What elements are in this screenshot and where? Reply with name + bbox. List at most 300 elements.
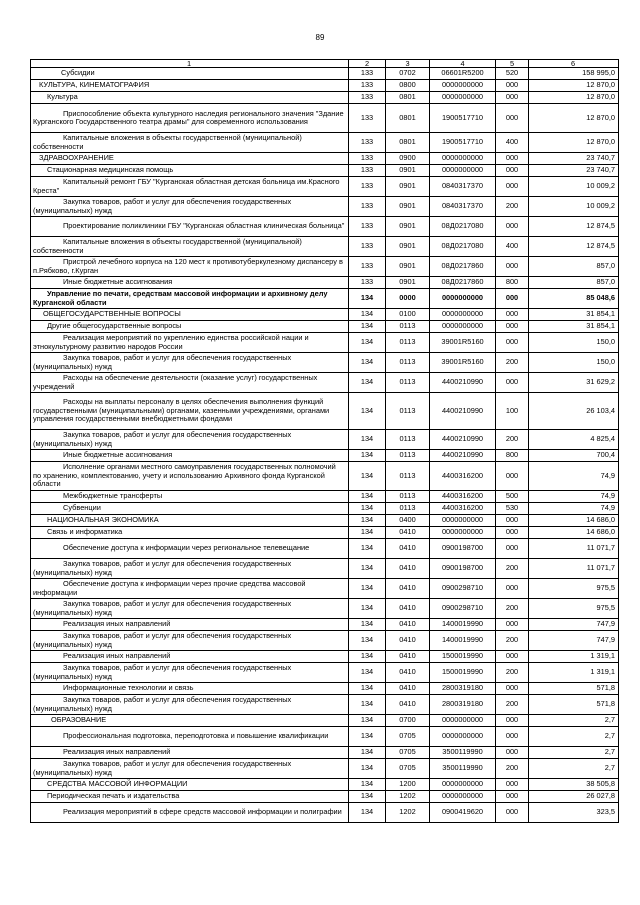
row-name: Расходы на выплаты персоналу в целях обеспечения выполнения функций государственными (муниципальными) органами, казенными учреждениями, органами управления государственными внебюджетными фондами <box>31 393 349 430</box>
row-ministry-code: 133 <box>349 165 386 177</box>
row-ministry-code: 133 <box>349 217 386 237</box>
table-row <box>31 217 619 237</box>
row-ministry-code: 134 <box>349 619 386 631</box>
row-name: Закупка товаров, работ и услуг для обеспечения государственных (муниципальных) нужд <box>31 759 349 779</box>
row-target-code: 1900517710 <box>430 133 496 153</box>
row-name: ОБЩЕГОСУДАРСТВЕННЫЕ ВОПРОСЫ <box>31 309 349 321</box>
table-row <box>31 527 619 539</box>
row-section-code: 0800 <box>386 80 430 92</box>
table-row <box>31 197 619 217</box>
row-expense-type: 000 <box>496 539 529 559</box>
row-target-code: 3500119990 <box>430 759 496 779</box>
row-ministry-code: 134 <box>349 791 386 803</box>
row-amount: 10 009,2 <box>529 177 619 197</box>
row-target-code: 0000000000 <box>430 309 496 321</box>
row-expense-type: 000 <box>496 727 529 747</box>
row-ministry-code: 134 <box>349 289 386 309</box>
row-amount: 12 870,0 <box>529 92 619 104</box>
row-section-code: 0901 <box>386 217 430 237</box>
row-ministry-code: 133 <box>349 92 386 104</box>
row-expense-type: 000 <box>496 321 529 333</box>
row-expense-type: 200 <box>496 353 529 373</box>
row-expense-type: 000 <box>496 651 529 663</box>
row-amount: 975,5 <box>529 579 619 599</box>
row-name: Закупка товаров, работ и услуг для обеспечения государственных (муниципальных) нужд <box>31 559 349 579</box>
row-target-code: 4400210990 <box>430 450 496 462</box>
table-row <box>31 683 619 695</box>
row-target-code: 4400316200 <box>430 503 496 515</box>
row-expense-type: 000 <box>496 153 529 165</box>
row-target-code: 1500019990 <box>430 663 496 683</box>
row-target-code: 4400316200 <box>430 491 496 503</box>
row-ministry-code: 133 <box>349 153 386 165</box>
row-name: Закупка товаров, работ и услуг для обеспечения государственных (муниципальных) нужд <box>31 353 349 373</box>
row-amount: 14 686,0 <box>529 515 619 527</box>
row-target-code: 0000000000 <box>430 321 496 333</box>
table-row <box>31 104 619 133</box>
row-amount: 12 870,0 <box>529 104 619 133</box>
row-ministry-code: 134 <box>349 333 386 353</box>
row-name: Управление по печати, средствам массовой информации и архивному делу Курганской области <box>31 289 349 309</box>
row-expense-type: 200 <box>496 559 529 579</box>
row-ministry-code: 134 <box>349 683 386 695</box>
row-expense-type: 520 <box>496 68 529 80</box>
row-amount: 1 319,1 <box>529 651 619 663</box>
row-target-code: 4400210990 <box>430 430 496 450</box>
header-col-1: 1 <box>31 60 349 68</box>
row-amount: 747,9 <box>529 619 619 631</box>
row-target-code: 0000000000 <box>430 153 496 165</box>
row-name: Расходы на обеспечение деятельности (оказание услуг) государственных учреждений <box>31 373 349 393</box>
row-expense-type: 200 <box>496 631 529 651</box>
row-amount: 150,0 <box>529 353 619 373</box>
row-name: СРЕДСТВА МАССОВОЙ ИНФОРМАЦИИ <box>31 779 349 791</box>
row-section-code: 0801 <box>386 133 430 153</box>
row-ministry-code: 134 <box>349 373 386 393</box>
table-row <box>31 257 619 277</box>
row-section-code: 0901 <box>386 177 430 197</box>
row-section-code: 0113 <box>386 430 430 450</box>
row-target-code: 0840317370 <box>430 197 496 217</box>
row-name: Реализация иных направлений <box>31 651 349 663</box>
row-amount: 11 071,7 <box>529 559 619 579</box>
row-ministry-code: 134 <box>349 651 386 663</box>
row-section-code: 0113 <box>386 491 430 503</box>
row-target-code: 2800319180 <box>430 695 496 715</box>
row-ministry-code: 134 <box>349 631 386 651</box>
row-target-code: 4400210990 <box>430 393 496 430</box>
row-name: ЗДРАВООХРАНЕНИЕ <box>31 153 349 165</box>
row-section-code: 1200 <box>386 779 430 791</box>
row-name: Периодическая печать и издательства <box>31 791 349 803</box>
table-row <box>31 779 619 791</box>
row-amount: 85 048,6 <box>529 289 619 309</box>
row-ministry-code: 133 <box>349 257 386 277</box>
row-expense-type: 000 <box>496 515 529 527</box>
row-amount: 2,7 <box>529 747 619 759</box>
row-section-code: 0100 <box>386 309 430 321</box>
row-name: Обеспечение доступа к информации через региональное телевещание <box>31 539 349 559</box>
row-ministry-code: 134 <box>349 759 386 779</box>
row-target-code: 0900198700 <box>430 539 496 559</box>
row-expense-type: 200 <box>496 759 529 779</box>
row-section-code: 0000 <box>386 289 430 309</box>
row-target-code: 0000000000 <box>430 727 496 747</box>
row-amount: 26 027,8 <box>529 791 619 803</box>
table-row <box>31 727 619 747</box>
row-section-code: 0801 <box>386 92 430 104</box>
row-ministry-code: 134 <box>349 727 386 747</box>
row-ministry-code: 134 <box>349 663 386 683</box>
row-target-code: 4400210990 <box>430 373 496 393</box>
table-row <box>31 80 619 92</box>
row-section-code: 0700 <box>386 715 430 727</box>
row-expense-type: 530 <box>496 503 529 515</box>
row-expense-type: 000 <box>496 619 529 631</box>
row-section-code: 0410 <box>386 599 430 619</box>
row-amount: 74,9 <box>529 491 619 503</box>
table-row <box>31 393 619 430</box>
row-section-code: 0410 <box>386 631 430 651</box>
row-name: Реализация мероприятий в сфере средств массовой информации и полиграфии <box>31 803 349 823</box>
row-name: Капитальный ремонт ГБУ "Курганская областная детская больница им.Красного Креста" <box>31 177 349 197</box>
row-target-code: 3500119990 <box>430 747 496 759</box>
table-row <box>31 619 619 631</box>
row-amount: 12 874,5 <box>529 217 619 237</box>
row-expense-type: 800 <box>496 277 529 289</box>
row-amount: 2,7 <box>529 727 619 747</box>
row-expense-type: 200 <box>496 430 529 450</box>
row-name: ОБРАЗОВАНИЕ <box>31 715 349 727</box>
table-row <box>31 515 619 527</box>
row-amount: 150,0 <box>529 333 619 353</box>
row-ministry-code: 134 <box>349 393 386 430</box>
row-section-code: 0410 <box>386 651 430 663</box>
table-row <box>31 165 619 177</box>
row-expense-type: 200 <box>496 197 529 217</box>
row-name: Капитальные вложения в объекты государственной (муниципальной) собственности <box>31 133 349 153</box>
row-expense-type: 000 <box>496 309 529 321</box>
table-row <box>31 663 619 683</box>
row-target-code: 39001R5160 <box>430 333 496 353</box>
row-expense-type: 000 <box>496 92 529 104</box>
row-ministry-code: 134 <box>349 539 386 559</box>
header-col-4: 4 <box>430 60 496 68</box>
row-section-code: 0113 <box>386 393 430 430</box>
row-target-code: 39001R5160 <box>430 353 496 373</box>
header-col-2: 2 <box>349 60 386 68</box>
row-ministry-code: 134 <box>349 491 386 503</box>
table-row <box>31 289 619 309</box>
table-row <box>31 803 619 823</box>
table-row <box>31 503 619 515</box>
row-expense-type: 000 <box>496 747 529 759</box>
row-expense-type: 200 <box>496 695 529 715</box>
row-ministry-code: 134 <box>349 803 386 823</box>
row-name: Закупка товаров, работ и услуг для обеспечения государственных (муниципальных) нужд <box>31 695 349 715</box>
row-amount: 74,9 <box>529 503 619 515</box>
row-target-code: 0000000000 <box>430 791 496 803</box>
row-ministry-code: 133 <box>349 197 386 217</box>
row-target-code: 0000000000 <box>430 289 496 309</box>
row-ministry-code: 133 <box>349 80 386 92</box>
row-expense-type: 000 <box>496 462 529 491</box>
row-ministry-code: 134 <box>349 579 386 599</box>
row-amount: 26 103,4 <box>529 393 619 430</box>
row-section-code: 0410 <box>386 539 430 559</box>
row-name: Пристрой лечебного корпуса на 120 мест к противотуберкулезному диспансеру в п.Рябково, г.Курган <box>31 257 349 277</box>
header-col-5: 5 <box>496 60 529 68</box>
row-amount: 12 874,5 <box>529 237 619 257</box>
table-row <box>31 579 619 599</box>
row-section-code: 1202 <box>386 803 430 823</box>
header-col-6: 6 <box>529 60 619 68</box>
row-target-code: 06601R5200 <box>430 68 496 80</box>
row-target-code: 0000000000 <box>430 515 496 527</box>
row-target-code: 1900517710 <box>430 104 496 133</box>
row-expense-type: 000 <box>496 779 529 791</box>
row-target-code: 0840317370 <box>430 177 496 197</box>
row-name: Информационные технологии и связь <box>31 683 349 695</box>
row-amount: 74,9 <box>529 462 619 491</box>
row-section-code: 0113 <box>386 321 430 333</box>
row-amount: 975,5 <box>529 599 619 619</box>
table-row <box>31 333 619 353</box>
row-amount: 700,4 <box>529 450 619 462</box>
row-section-code: 0702 <box>386 68 430 80</box>
row-target-code: 2800319180 <box>430 683 496 695</box>
table-row <box>31 321 619 333</box>
row-target-code: 4400316200 <box>430 462 496 491</box>
row-target-code: 0000000000 <box>430 715 496 727</box>
row-ministry-code: 134 <box>349 503 386 515</box>
row-ministry-code: 133 <box>349 133 386 153</box>
row-ministry-code: 133 <box>349 104 386 133</box>
row-section-code: 0901 <box>386 237 430 257</box>
row-amount: 38 505,8 <box>529 779 619 791</box>
row-ministry-code: 134 <box>349 715 386 727</box>
row-name: Обеспечение доступа к информации через прочие средства массовой информации <box>31 579 349 599</box>
row-expense-type: 000 <box>496 683 529 695</box>
row-amount: 323,5 <box>529 803 619 823</box>
row-section-code: 0901 <box>386 277 430 289</box>
row-ministry-code: 134 <box>349 559 386 579</box>
row-section-code: 0410 <box>386 527 430 539</box>
row-expense-type: 000 <box>496 80 529 92</box>
row-section-code: 0900 <box>386 153 430 165</box>
row-expense-type: 000 <box>496 217 529 237</box>
row-section-code: 0113 <box>386 503 430 515</box>
row-section-code: 0113 <box>386 462 430 491</box>
row-name: Иные бюджетные ассигнования <box>31 450 349 462</box>
table-row <box>31 277 619 289</box>
table-row <box>31 133 619 153</box>
row-ministry-code: 134 <box>349 747 386 759</box>
row-name: Связь и информатика <box>31 527 349 539</box>
row-section-code: 0113 <box>386 333 430 353</box>
row-ministry-code: 134 <box>349 321 386 333</box>
row-section-code: 0705 <box>386 727 430 747</box>
table-row <box>31 759 619 779</box>
row-expense-type: 000 <box>496 165 529 177</box>
row-ministry-code: 134 <box>349 695 386 715</box>
table-row <box>31 559 619 579</box>
table-row <box>31 791 619 803</box>
table-row <box>31 747 619 759</box>
row-expense-type: 000 <box>496 803 529 823</box>
row-ministry-code: 134 <box>349 515 386 527</box>
row-ministry-code: 134 <box>349 779 386 791</box>
row-target-code: 1400019990 <box>430 619 496 631</box>
row-expense-type: 200 <box>496 663 529 683</box>
row-amount: 31 854,1 <box>529 321 619 333</box>
row-section-code: 0113 <box>386 373 430 393</box>
table-row <box>31 715 619 727</box>
table-row <box>31 353 619 373</box>
row-amount: 11 071,7 <box>529 539 619 559</box>
row-name: Реализация иных направлений <box>31 619 349 631</box>
row-name: Иные бюджетные ассигнования <box>31 277 349 289</box>
row-section-code: 0901 <box>386 197 430 217</box>
row-target-code: 0000000000 <box>430 527 496 539</box>
row-ministry-code: 134 <box>349 353 386 373</box>
row-target-code: 08Д0217860 <box>430 277 496 289</box>
row-ministry-code: 133 <box>349 177 386 197</box>
row-name: Профессиональная подготовка, переподготовка и повышение квалификации <box>31 727 349 747</box>
row-target-code: 0900419620 <box>430 803 496 823</box>
row-target-code: 0900198700 <box>430 559 496 579</box>
table-row <box>31 539 619 559</box>
row-ministry-code: 134 <box>349 309 386 321</box>
row-ministry-code: 133 <box>349 68 386 80</box>
row-amount: 31 854,1 <box>529 309 619 321</box>
row-amount: 571,8 <box>529 683 619 695</box>
row-expense-type: 000 <box>496 579 529 599</box>
row-section-code: 0113 <box>386 353 430 373</box>
row-section-code: 0801 <box>386 104 430 133</box>
row-amount: 1 319,1 <box>529 663 619 683</box>
row-expense-type: 000 <box>496 289 529 309</box>
row-ministry-code: 133 <box>349 277 386 289</box>
row-ministry-code: 134 <box>349 450 386 462</box>
row-ministry-code: 134 <box>349 527 386 539</box>
row-amount: 12 870,0 <box>529 80 619 92</box>
row-target-code: 1400019990 <box>430 631 496 651</box>
table-header-row <box>31 60 619 68</box>
row-target-code: 0000000000 <box>430 165 496 177</box>
row-name: Закупка товаров, работ и услуг для обеспечения государственных (муниципальных) нужд <box>31 197 349 217</box>
row-section-code: 0410 <box>386 683 430 695</box>
row-ministry-code: 134 <box>349 430 386 450</box>
row-target-code: 0900298710 <box>430 599 496 619</box>
row-section-code: 0705 <box>386 747 430 759</box>
row-section-code: 0400 <box>386 515 430 527</box>
table-row <box>31 599 619 619</box>
row-expense-type: 200 <box>496 599 529 619</box>
row-section-code: 0410 <box>386 579 430 599</box>
header-col-3: 3 <box>386 60 430 68</box>
row-expense-type: 800 <box>496 450 529 462</box>
row-amount: 857,0 <box>529 277 619 289</box>
row-section-code: 1202 <box>386 791 430 803</box>
row-expense-type: 000 <box>496 104 529 133</box>
row-target-code: 08Д0217080 <box>430 217 496 237</box>
budget-table <box>30 59 619 823</box>
table-row <box>31 177 619 197</box>
table-row <box>31 92 619 104</box>
table-row <box>31 153 619 165</box>
row-name: Закупка товаров, работ и услуг для обеспечения государственных (муниципальных) нужд <box>31 599 349 619</box>
row-name: Межбюджетные трансферты <box>31 491 349 503</box>
table-row <box>31 450 619 462</box>
table-row <box>31 462 619 491</box>
row-amount: 2,7 <box>529 715 619 727</box>
row-target-code: 08Д0217080 <box>430 237 496 257</box>
row-amount: 571,8 <box>529 695 619 715</box>
row-amount: 23 740,7 <box>529 165 619 177</box>
row-section-code: 0113 <box>386 450 430 462</box>
row-section-code: 0410 <box>386 619 430 631</box>
row-target-code: 0900298710 <box>430 579 496 599</box>
row-name: Субвенции <box>31 503 349 515</box>
row-name: Субсидии <box>31 68 349 80</box>
row-name: Закупка товаров, работ и услуг для обеспечения государственных (муниципальных) нужд <box>31 631 349 651</box>
table-row <box>31 237 619 257</box>
row-name: Культура <box>31 92 349 104</box>
row-section-code: 0410 <box>386 695 430 715</box>
table-row <box>31 373 619 393</box>
row-expense-type: 500 <box>496 491 529 503</box>
row-ministry-code: 134 <box>349 599 386 619</box>
row-target-code: 0000000000 <box>430 92 496 104</box>
row-name: Стационарная медицинская помощь <box>31 165 349 177</box>
row-expense-type: 400 <box>496 237 529 257</box>
row-amount: 2,7 <box>529 759 619 779</box>
row-name: Капитальные вложения в объекты государственной (муниципальной) собственности <box>31 237 349 257</box>
row-name: Реализация иных направлений <box>31 747 349 759</box>
row-amount: 747,9 <box>529 631 619 651</box>
row-section-code: 0410 <box>386 663 430 683</box>
row-expense-type: 000 <box>496 333 529 353</box>
row-expense-type: 000 <box>496 527 529 539</box>
row-expense-type: 000 <box>496 177 529 197</box>
row-name: Другие общегосударственные вопросы <box>31 321 349 333</box>
row-section-code: 0901 <box>386 257 430 277</box>
row-amount: 23 740,7 <box>529 153 619 165</box>
row-name: Приспособление объекта культурного наследия регионального значения "Здание Курганского Государственного театра драмы" для современного использования <box>31 104 349 133</box>
row-amount: 31 629,2 <box>529 373 619 393</box>
page-number: 89 <box>315 33 325 42</box>
row-amount: 857,0 <box>529 257 619 277</box>
table-row <box>31 491 619 503</box>
row-expense-type: 000 <box>496 257 529 277</box>
table-row <box>31 68 619 80</box>
row-section-code: 0901 <box>386 165 430 177</box>
row-amount: 158 995,0 <box>529 68 619 80</box>
row-name: НАЦИОНАЛЬНАЯ ЭКОНОМИКА <box>31 515 349 527</box>
row-name: Проектирование поликлиники ГБУ "Курганская областная клиническая больница" <box>31 217 349 237</box>
row-expense-type: 000 <box>496 715 529 727</box>
row-section-code: 0410 <box>386 559 430 579</box>
table-row <box>31 695 619 715</box>
row-name: Закупка товаров, работ и услуг для обеспечения государственных (муниципальных) нужд <box>31 663 349 683</box>
row-expense-type: 400 <box>496 133 529 153</box>
row-amount: 4 825,4 <box>529 430 619 450</box>
row-target-code: 08Д0217860 <box>430 257 496 277</box>
table-row <box>31 651 619 663</box>
row-name: Исполнение органами местного самоуправления государственных полномочий по хранению, комплектованию, учету и использованию Архивного фонда Курганской области <box>31 462 349 491</box>
table-row <box>31 631 619 651</box>
